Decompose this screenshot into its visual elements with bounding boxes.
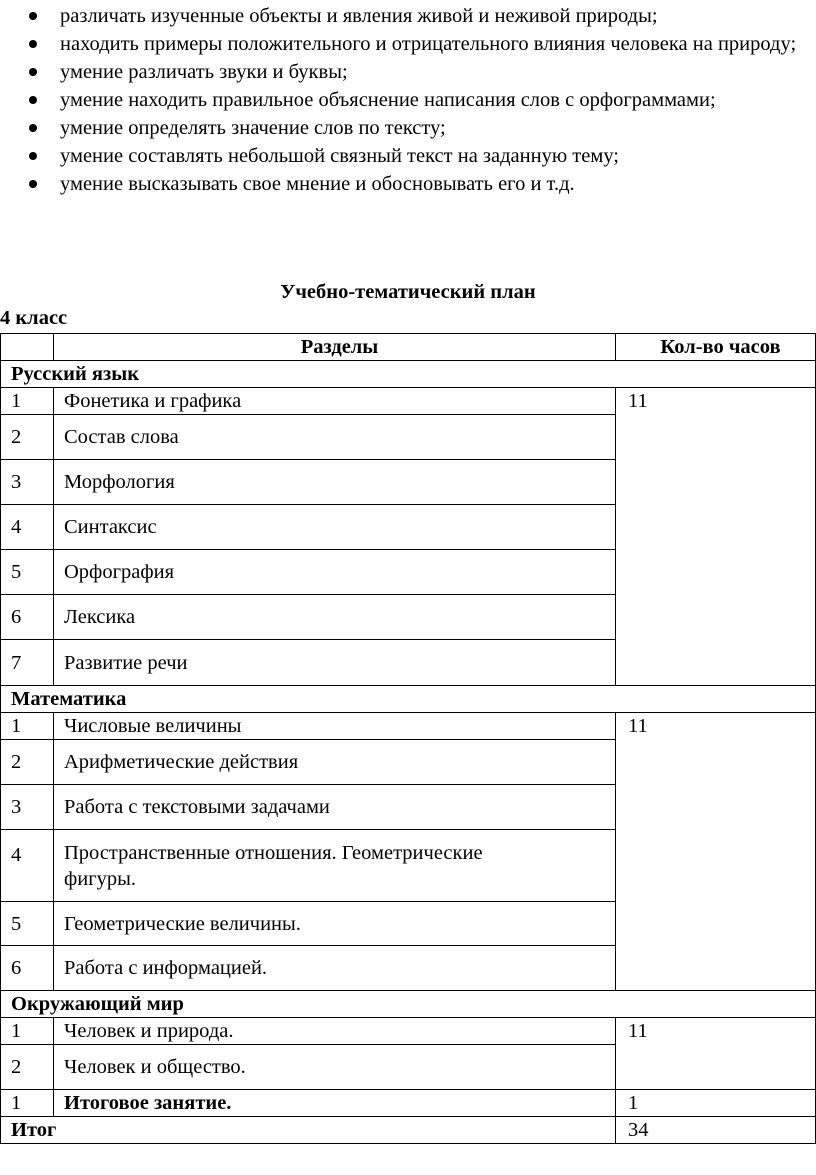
row-num: 6: [1, 946, 54, 991]
row-num: 2: [1, 415, 54, 460]
bullet-icon: [29, 40, 37, 48]
bullet-icon: [29, 96, 37, 104]
row-num: 4: [1, 505, 54, 550]
row-title: Арифметические действия: [54, 740, 616, 785]
table-row: [1, 388, 816, 415]
list-item: находить примеры положительного и отрицательного влияния человека на природу;: [0, 30, 816, 58]
bullet-icon: [29, 68, 37, 76]
bullet-icon: [29, 152, 37, 160]
row-num: 1: [1, 713, 54, 740]
row-num: 6: [1, 595, 54, 640]
curriculum-table: [0, 333, 816, 1144]
table-header-row: [1, 334, 816, 361]
bullet-icon: [29, 124, 37, 132]
group-name-world: Окружающий мир: [1, 991, 816, 1018]
row-num: 2: [1, 740, 54, 785]
list-item: умение определять значение слов по тексту;: [0, 114, 816, 142]
header-hours-cell: Кол-во часов: [616, 334, 816, 361]
total-row: [1, 1117, 816, 1144]
group-row: [1, 686, 816, 713]
row-title: Человек и природа.: [54, 1018, 616, 1045]
row-title: Состав слова: [54, 415, 616, 460]
group-hours-world: 11: [616, 1018, 816, 1090]
list-item: умение находить правильное объяснение написания слов с орфограммами;: [0, 86, 816, 114]
bullet-icon: [29, 12, 37, 20]
row-title: Работа с информацией.: [54, 946, 616, 991]
list-item: умение высказывать свое мнение и обосновывать его и т.д.: [0, 170, 816, 198]
row-title: Развитие речи: [54, 640, 616, 686]
list-item: умение составлять небольшой связный текст на заданную тему;: [0, 142, 816, 170]
row-title: Лексика: [54, 595, 616, 640]
row-num: 3: [1, 460, 54, 505]
row-title: Человек и общество.: [54, 1045, 616, 1090]
header-num-cell: [1, 334, 54, 361]
row-num: 2: [1, 1045, 54, 1090]
plan-title: Учебно-тематический план: [280, 281, 536, 303]
list-item: различать изученные объекты и явления живой и неживой природы;: [0, 2, 816, 30]
table-row: [1, 713, 816, 740]
row-num: 1: [1, 1090, 54, 1117]
row-title: Работа с текстовыми задачами: [54, 785, 616, 830]
row-num: 1: [1, 388, 54, 415]
row-num: 7: [1, 640, 54, 686]
grade-label: 4 класс: [0, 307, 68, 329]
row-title: Числовые величины: [54, 713, 616, 740]
row-title: Орфография: [54, 550, 616, 595]
row-title: Геометрические величины.: [54, 902, 616, 946]
group-name-math: Математика: [1, 686, 816, 713]
final-lesson-row: [1, 1090, 816, 1117]
group-row: [1, 361, 816, 388]
row-num: 5: [1, 902, 54, 946]
group-hours-russian: 11: [616, 388, 816, 686]
row-title: Пространственные отношения. Геометрические фигуры.: [54, 830, 616, 902]
bullet-icon: [29, 180, 37, 188]
row-num: 3: [1, 785, 54, 830]
row-title: Итоговое занятие.: [54, 1090, 616, 1117]
group-hours-math: 11: [616, 713, 816, 991]
row-title: Морфология: [54, 460, 616, 505]
table-row: [1, 1018, 816, 1045]
row-num: 1: [1, 1018, 54, 1045]
list-item: умение различать звуки и буквы;: [0, 58, 816, 86]
group-row: [1, 991, 816, 1018]
group-name-russian: Русский язык: [1, 361, 816, 388]
requirements-list: [0, 0, 816, 198]
header-sections-cell: Разделы: [54, 334, 616, 361]
row-title: Фонетика и графика: [54, 388, 616, 415]
row-hours: 1: [616, 1090, 816, 1117]
row-title: Синтаксис: [54, 505, 616, 550]
total-hours: 34: [616, 1117, 816, 1144]
row-num: 4: [1, 830, 54, 902]
row-num: 5: [1, 550, 54, 595]
total-label: Итог: [1, 1117, 616, 1144]
